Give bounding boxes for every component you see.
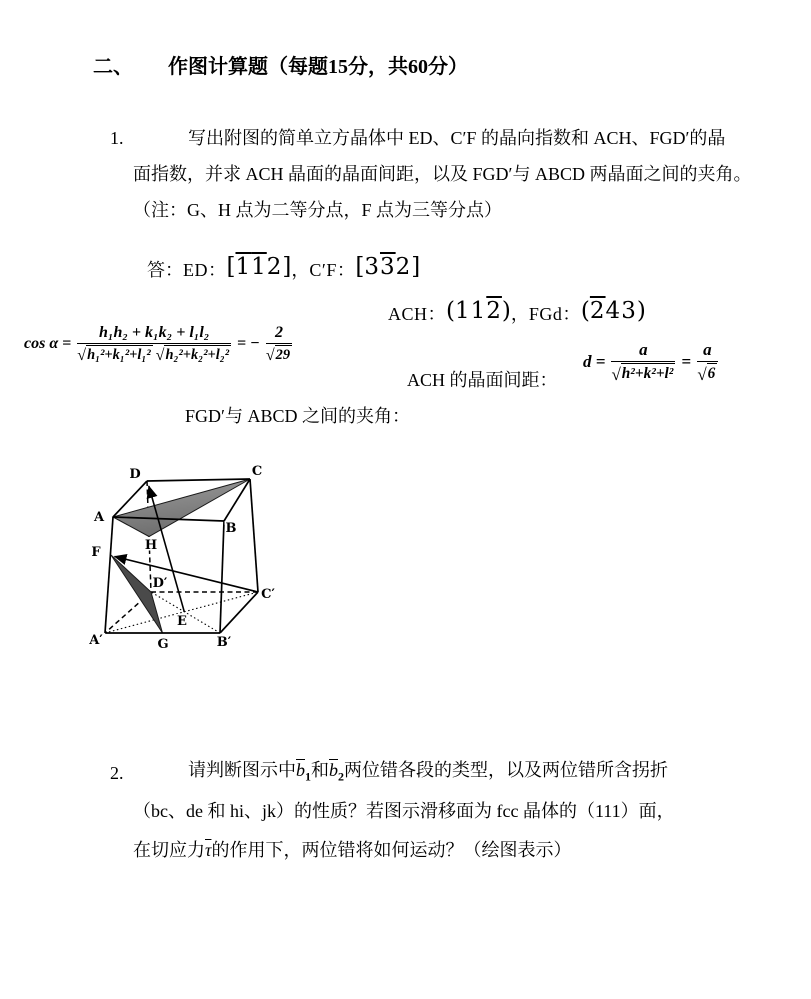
d-num-1: a	[611, 340, 675, 362]
sqrt-term-1	[77, 345, 152, 364]
radical-sign: √	[77, 347, 87, 364]
index-digit: 1	[235, 254, 252, 280]
ach-digits	[455, 298, 502, 324]
vertex-label-d: D	[129, 467, 141, 482]
q1-number: 1.	[110, 128, 124, 148]
sqrt-6	[697, 363, 717, 383]
cube-edge-aprime-a	[105, 517, 113, 633]
index-digit: 2	[266, 254, 283, 280]
cf-label: C′F：	[309, 260, 356, 280]
index-digit: 1	[455, 298, 471, 324]
answer-directions-row	[147, 256, 420, 282]
cube-edge-c-cprime	[250, 479, 258, 592]
radicand-result: 29	[275, 347, 291, 363]
fgd-label: FGd：	[528, 304, 581, 324]
ed-label: ED：	[183, 260, 227, 280]
comma: ，	[291, 260, 310, 280]
index-digit: 3	[364, 254, 380, 280]
miller-index-ed	[227, 254, 292, 280]
cos-denominator	[77, 344, 231, 364]
q2-line3-post: 的作用下，两位错将如何运动？（绘图表示）	[211, 840, 572, 860]
index-digit: 2	[589, 298, 606, 324]
cos-angle-formula	[24, 324, 292, 364]
vertex-label-b: B	[225, 521, 237, 536]
radicand-6: 6	[707, 365, 716, 382]
vertex-label-f: F	[91, 545, 101, 560]
bracket-open: [	[226, 254, 236, 280]
answer-planes-row	[388, 300, 646, 326]
miller-index-fgd	[581, 298, 646, 324]
burgers-vector-b2: $\overline{b}$	[329, 760, 338, 780]
answer-prefix: 答：	[147, 260, 183, 280]
q2-number: 2.	[110, 763, 124, 783]
section-title-text: 作图计算题（每题15分，共60分）	[168, 56, 468, 78]
ed-digits	[235, 254, 282, 280]
d-num-2: a	[697, 340, 718, 362]
angle-label: FGD′与 ABCD 之间的夹角：	[185, 406, 410, 426]
result-numerator: 2	[266, 324, 292, 344]
vertex-label-e: E	[177, 614, 187, 629]
q2-line1-post: 两位错各段的类型，以及两位错所含拐折	[344, 760, 668, 780]
d-fraction-2	[697, 340, 718, 383]
crystal-cube-diagram	[83, 455, 283, 655]
cos-numerator: h₁h₂ + k₁k₂ + l₁l₂	[77, 324, 231, 344]
cf-digits	[364, 254, 411, 280]
d-lhs: d =	[583, 351, 606, 371]
b1-subscript: 1	[305, 769, 311, 784]
index-digit: 1	[251, 254, 267, 280]
cos-equals: = −	[237, 335, 260, 352]
q1-line1: 写出附图的简单立方晶体中 ED、C′F 的晶向指数和 ACH、FGD′的晶	[188, 128, 726, 148]
q2-line1	[188, 758, 668, 785]
vertex-label-cprime: C′	[261, 587, 275, 602]
q2-and: 和	[311, 760, 329, 780]
ach-label: ACH：	[388, 304, 447, 324]
paren-open: (	[446, 298, 455, 324]
radicand-1: h₁²+k₁²+l₁²	[87, 347, 151, 363]
q2-line3	[133, 838, 571, 862]
d-den-1	[611, 362, 675, 383]
radicand-hkl: h²+k²+l²	[621, 365, 674, 382]
d-spacing-formula	[583, 340, 718, 383]
index-digit: 4	[605, 298, 622, 324]
comma: ，	[510, 304, 529, 324]
cube-edge-b-bprime	[220, 521, 224, 633]
q2-line3-pre: 在切应力	[133, 840, 205, 860]
miller-index-ach	[446, 298, 511, 324]
vertex-label-c: C	[251, 464, 263, 479]
index-digit: 3	[379, 254, 396, 280]
shear-stress-tau: $\overline{\tau}$	[205, 840, 212, 860]
d-den-2	[697, 362, 718, 383]
cos-lhs: cos α =	[24, 335, 72, 352]
radical-sign: √	[611, 365, 621, 384]
vertex-label-h: H	[144, 538, 158, 553]
bracket-close: ]	[282, 254, 292, 280]
fgd-digits	[590, 298, 637, 324]
index-digit: 2	[486, 298, 502, 324]
vertex-label-bprime: B′	[216, 635, 232, 650]
index-digit: 3	[621, 298, 637, 324]
miller-index-cf	[355, 254, 420, 280]
bracket-open: [	[355, 254, 365, 280]
section-title	[93, 50, 468, 79]
q2-line2: （bc、de 和 hi、jk）的性质？若图示滑移面为 fcc 晶体的（111）面，	[133, 801, 675, 821]
index-digit: 1	[470, 298, 487, 324]
radicand-2: h₂²+k₂²+l₂²	[165, 347, 230, 363]
spacing-label: ACH 的晶面间距：	[407, 370, 558, 390]
q1-line3: （注：G、H 点为二等分点，F 点为三等分点）	[133, 200, 503, 220]
sqrt-hkl	[611, 363, 675, 383]
index-digit: 2	[395, 254, 412, 280]
paren-close: )	[501, 298, 511, 324]
radical-sign: √	[265, 347, 275, 364]
vertex-label-a: A	[93, 510, 105, 525]
bracket-close: ]	[411, 254, 421, 280]
vertex-label-g: G	[157, 637, 169, 652]
vertex-label-dprime: D′	[152, 576, 168, 591]
q1-line2: 面指数，并求 ACH 晶面的晶面间距，以及 FGD′与 ABCD 两晶面之间的夹角。	[133, 164, 752, 184]
d-equals: =	[681, 351, 692, 371]
radical-sign: √	[697, 365, 707, 384]
paren-close: )	[636, 298, 646, 324]
b2-subscript: 2	[338, 769, 344, 784]
sqrt-term-result	[266, 345, 292, 364]
radical-sign: √	[155, 347, 165, 364]
burgers-vector-b1: $\overline{b}$	[296, 760, 305, 780]
cos-result-fraction	[266, 324, 292, 364]
sqrt-term-2	[156, 345, 231, 364]
d-fraction-1	[611, 340, 675, 383]
paren-open: (	[580, 298, 590, 324]
cube-edge-cprime-bprime	[220, 592, 258, 633]
result-denominator	[266, 344, 292, 364]
q2-line1-pre: 请判断图示中	[188, 760, 296, 780]
cube-edge-d-c	[147, 479, 250, 481]
vertex-label-aprime: A′	[89, 633, 103, 648]
cos-main-fraction	[77, 324, 231, 364]
section-number: 二、	[93, 56, 133, 78]
